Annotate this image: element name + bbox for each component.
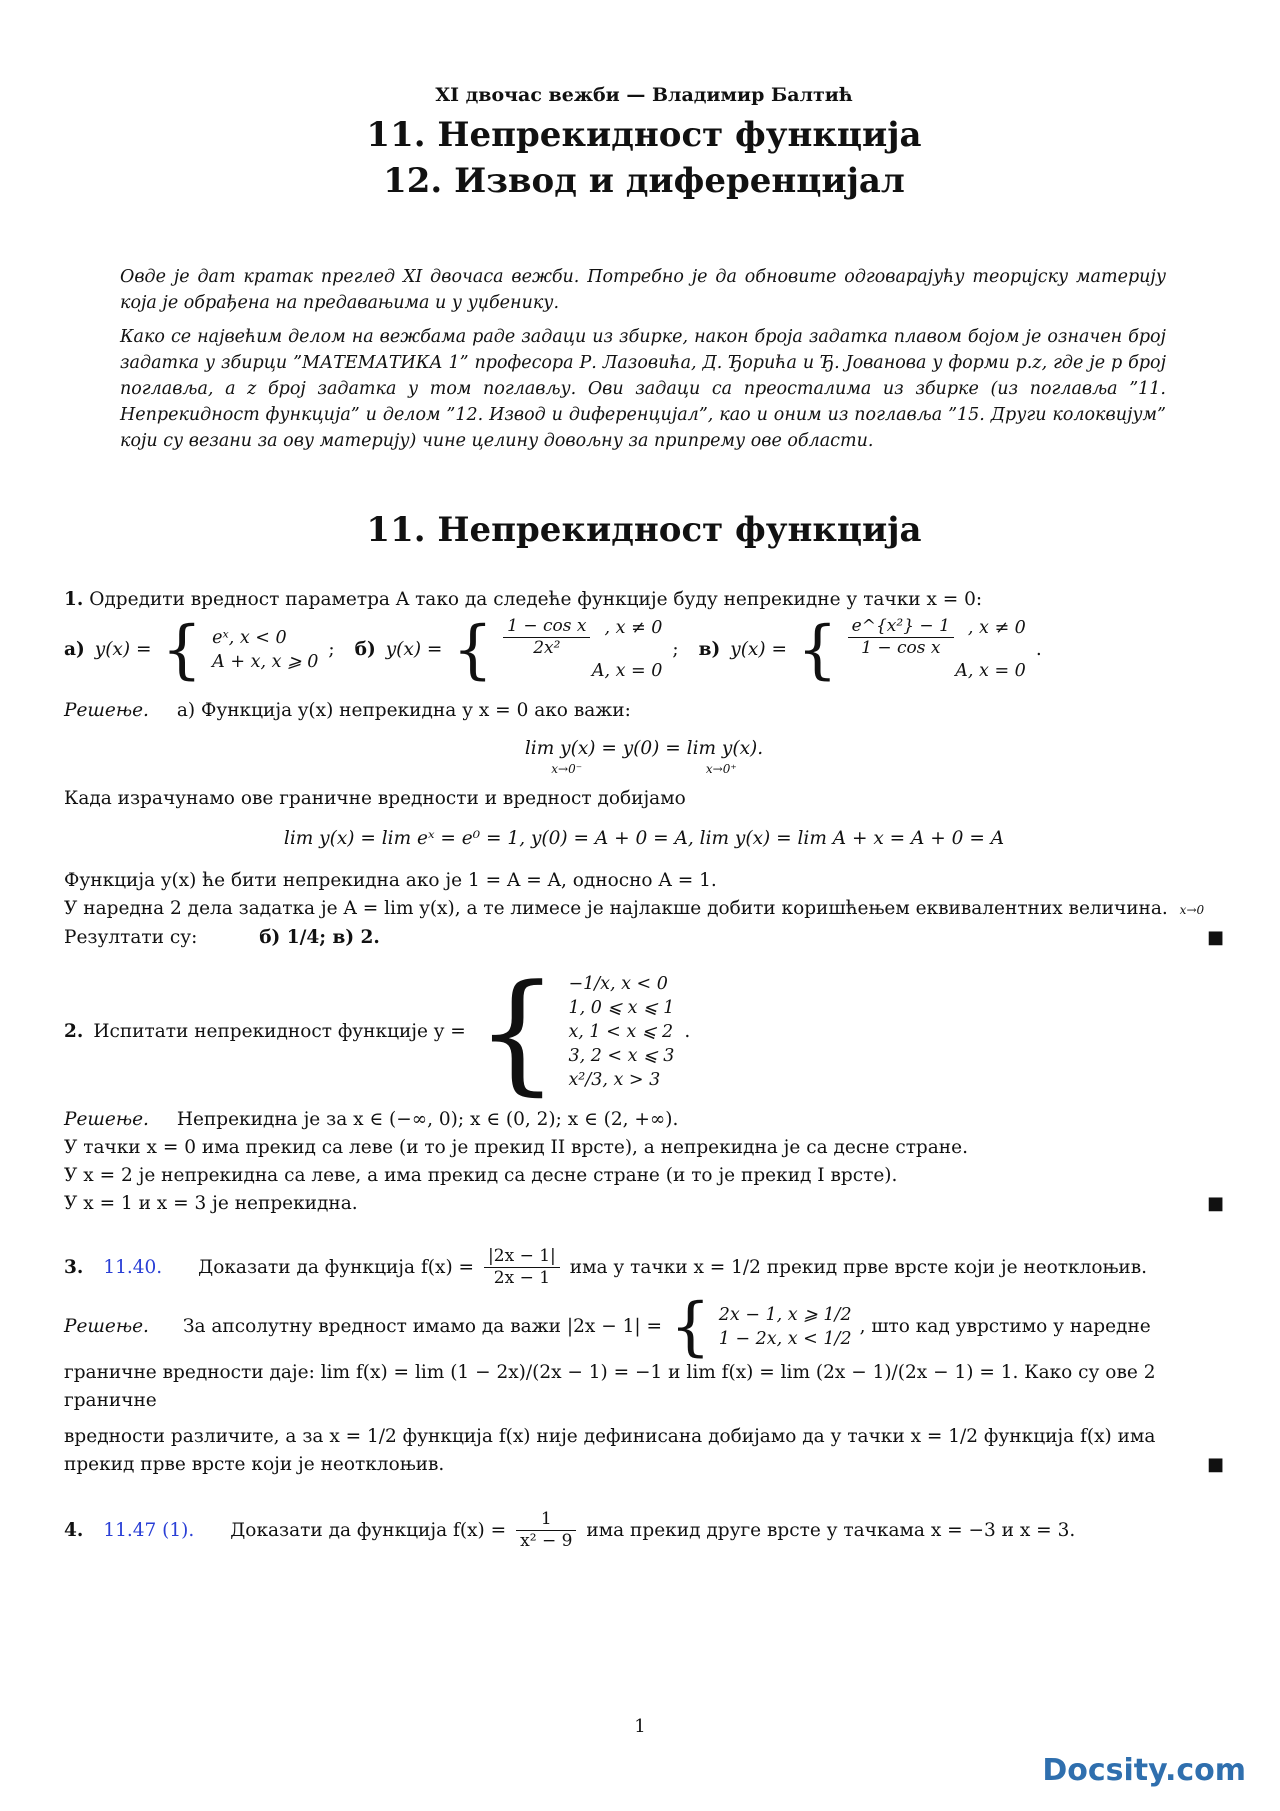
separator: ; <box>328 638 335 660</box>
equation-1: lim y(x) = y(0) = lim y(x). x→0⁻ x→0⁺ <box>524 738 764 776</box>
case-row: −1/x, x < 0 <box>568 974 668 994</box>
numerator: 1 <box>516 1509 576 1531</box>
case-row: 1, 0 ⩽ x ⩽ 1 <box>568 998 675 1018</box>
intro <box>120 264 1166 454</box>
collection-reference-link[interactable]: 11.47 (1). <box>103 1519 195 1541</box>
case-condition: , x ≠ 0 <box>967 618 1026 638</box>
content <box>64 586 1224 1552</box>
docsity-logo[interactable]: Docsity.com <box>1042 1753 1246 1788</box>
task-number: 3. <box>64 1256 84 1278</box>
results-label: Резултати су: <box>64 927 198 948</box>
task-number: 4. <box>64 1519 84 1541</box>
solution-a: а) Функција y(x) непрекидна у x = 0 ако важи: <box>176 700 631 721</box>
cases-v <box>848 616 1026 683</box>
case-row: x²/3, x > 3 <box>568 1070 661 1090</box>
collection-reference-link[interactable]: 11.40. <box>103 1256 163 1278</box>
solution-line-3: Функција y(x) ће бити непрекидна ако је 1 = A = A, односно A = 1. <box>64 870 717 891</box>
results-values: б) 1/4; в) 2. <box>259 927 380 948</box>
solution-text-2: Када израчунамо ове граничне вредности и вредност добијамо <box>64 788 686 809</box>
solution-3-line-1: Решење. За апсолутну вредност имамо да важи |2x − 1| = { 2x − 1, x ⩾ 1/2 1 − 2x, x < 1/2 , што кад уврстимо у наредне <box>64 1290 1151 1364</box>
numerator: |2x − 1| <box>484 1246 560 1268</box>
solution-label: Решење. <box>64 1109 149 1130</box>
solution-line-4: У наредна 2 дела задатка је A = lim y(x), а те лимесе је најлакше добити коришћењем еквивалентних величина. x→0 <box>64 898 1205 919</box>
task-number: 2. <box>64 1021 84 1042</box>
qed-icon: ■ <box>1206 927 1224 948</box>
case-row: 1 − 2x, x < 1/2 <box>718 1329 852 1349</box>
cases-task-2 <box>568 972 674 1092</box>
section-title: 11. Непрекидност функција <box>366 510 922 550</box>
case-row: x, 1 < x ⩽ 2 <box>568 1022 674 1042</box>
solution-line: , што кад уврстимо у наредне <box>859 1316 1151 1337</box>
case-row: A, x = 0 <box>591 661 663 681</box>
part-a-label: а) <box>64 638 85 660</box>
task-1 <box>64 586 1224 952</box>
intro-paragraph-2: Како се највећим делом на вежбама раде задаци из збирке, након броја задатка плавом бојом је означен број задатка у збирци ”МАТЕМАТИКА 1” професора Р. Лазовића, Д. Ђорића и Ђ. Јованова у форми p.z, где је p број поглавља, а z број задатка у том поглављу. Ови задаци са преосталима из збирке (из поглавља ”11. Непрекидност функција” и делом ”12. Извод и диференцијал”, као и оним из поглавља ”15. Други колоквијум” који су везани за ову материју) чине целину довољну за припрему ове области. <box>120 327 1166 451</box>
numerator: 1 − cos x <box>503 616 590 638</box>
case-row: 3, 2 < x ⩽ 3 <box>568 1046 675 1066</box>
case-row: A, x = 0 <box>955 661 1026 681</box>
task-3 <box>64 1246 1224 1289</box>
title-2: 12. Извод и диференцијал <box>383 161 905 201</box>
solution-label: Решење. <box>64 700 149 721</box>
document-page <box>64 0 1224 1552</box>
solution-2 <box>64 1106 1224 1218</box>
denominator: x² − 9 <box>520 1531 573 1551</box>
task-number: 1. <box>64 589 84 610</box>
part-b-label: б) <box>354 638 376 660</box>
fraction <box>516 1509 576 1552</box>
solution-1 <box>64 697 1224 725</box>
fraction <box>484 1246 560 1289</box>
denominator: 2x − 1 <box>493 1268 551 1288</box>
equation-2: lim y(x) = lim eˣ = e⁰ = 1, y(0) = A + 0 = A, lim y(x) = lim A + x = A + 0 = A <box>283 828 1005 849</box>
fraction <box>503 616 590 659</box>
qed-icon: ■ <box>1206 1454 1224 1475</box>
header <box>64 84 1224 204</box>
task-text: Доказати да функција f(x) = <box>198 1256 475 1278</box>
solution-3-line-3: вредности различите, а за x = 1/2 функција f(x) није дефинисана добијамо да у тачки x = 1/2 функција f(x) има прекид прве врсте који је неотклоњив. ■ <box>64 1423 1224 1479</box>
cases-task-3 <box>719 1303 852 1351</box>
page-number: 1 <box>634 1716 646 1737</box>
task-1-functions: а) y(x) = { eˣ, x < 0 A + x, x ⩾ 0 ; б) y(x) = { $\frac{\text{1 − cos x}}{\text{2x²}}$ , x ≠ 0 A, x = 0 ; в) y(x) = { $\frac{\text{e\textasciicircum{}\{x²\} − 1}}{\text{1 − cos x}}$ , x ≠ 0 A, x = 0 . <box>64 612 1042 687</box>
y-of-x: y(x) = <box>385 638 443 660</box>
solution-line: Непрекидна је за x ∈ (−∞, 0); x ∈ (0, 2); x ∈ (2, +∞). <box>176 1109 679 1130</box>
denominator: 2x² <box>533 638 561 658</box>
denominator: 1 − cos x <box>861 638 941 658</box>
qed-icon: ■ <box>1206 1193 1224 1214</box>
task-2: 2. Испитати непрекидност функције y = { −1/x, x < 0 1, 0 ⩽ x ⩽ 1 x, 1 < x ⩽ 2 3, 2 < x ⩽ 3 x²/3, x > 3 . <box>64 956 691 1108</box>
y-of-x: y(x) = <box>94 638 152 660</box>
task-4 <box>64 1509 1224 1552</box>
solution-line: У x = 1 и x = 3 је непрекидна. ■ <box>64 1190 1224 1218</box>
numerator: e^{x²} − 1 <box>848 616 954 638</box>
solution-line: У x = 2 је непрекидна са леве, а има прекид са десне стране (и то је прекид I врсте). <box>64 1165 898 1186</box>
part-v-label: в) <box>698 638 721 660</box>
intro-paragraph-1: Овде је дат кратак преглед XI двочаса вежби. Потребно је да обновите одговарајућу теоријску материју која је обрађена на предавањима и у уџбенику. <box>120 267 1166 313</box>
task-text: има у тачки x = 1/2 прекид прве врсте који је неотклоњив. <box>569 1256 1148 1278</box>
solution-line: За апсолутну вредност имамо да важи |2x − 1| = <box>182 1316 662 1337</box>
case-row: eˣ, x < 0 <box>212 627 287 648</box>
case-condition: , x ≠ 0 <box>604 618 663 638</box>
task-text: Доказати да функција f(x) = <box>230 1519 507 1541</box>
solution-line: У тачки x = 0 има прекид са леве (и то је прекид II врсте), а непрекидна је са десне стране. <box>64 1137 968 1158</box>
solution-label: Решење. <box>64 1316 149 1337</box>
fraction <box>848 616 954 659</box>
separator: ; <box>672 638 679 660</box>
case-row: A + x, x ⩾ 0 <box>212 651 319 672</box>
results-line <box>64 924 1224 952</box>
task-text: Испитати непрекидност функције y = <box>93 1021 466 1042</box>
task-text: има прекид друге врсте у тачкама x = −3 и x = 3. <box>586 1519 1076 1541</box>
y-of-x: y(x) = <box>730 638 787 660</box>
task-text: Одредити вредност параметра A тако да следеће функције буду непрекидне у тачки x = 0: <box>89 589 983 610</box>
lecture-subtitle: XI двочас вежби — Владимир Балтић <box>435 84 853 106</box>
title-1: 11. Непрекидност функција <box>366 115 922 155</box>
solution-3-line-2: граничне вредности даје: lim f(x) = lim (1 − 2x)/(2x − 1) = −1 и lim f(x) = lim (2x − 1)/(2x − 1) = 1. Како су ове 2 граничне <box>64 1362 1156 1411</box>
cases-a <box>212 626 318 674</box>
case-row: 2x − 1, x ⩾ 1/2 <box>718 1305 852 1325</box>
cases-b <box>503 616 662 683</box>
